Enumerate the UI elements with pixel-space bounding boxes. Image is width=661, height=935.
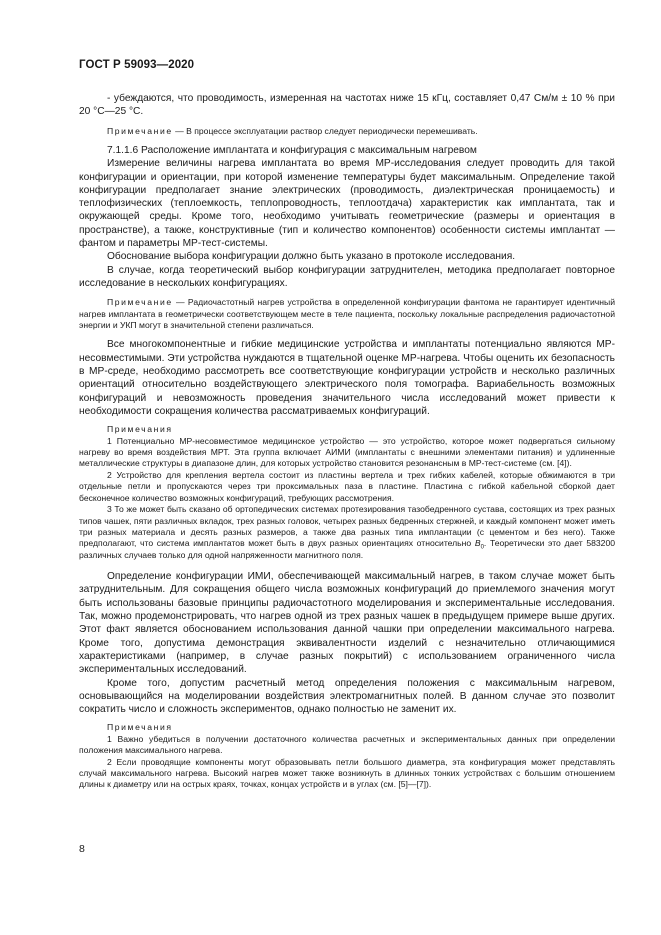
paragraph-multicomponent: Все многокомпонентные и гибкие медицинские устройства и имплантаты потенциально являются МР-несовместимыми. Эти устройства нуждаются в тщательной оценке МР-нагрева. Чтобы оценить их безопасность в МР-среде, необходимо рассмотреть все соответствующие конфигурации устройств и несколько различных ориентаций относительно воздействующего электрического поля томографа. Вариабельность возможных конфигураций и невозможность проведения значительного числа исследований может привести к необходимости сокращения количества рассматриваемых конфигураций. (79, 339, 615, 417)
note-text: — В процессе эксплуатации раствор следует периодически перемешивать. (172, 125, 478, 136)
magnetic-field-symbol: B (474, 538, 481, 549)
notes-heading-2 (79, 722, 615, 733)
paragraph-repeat-study: В случае, когда теоретический выбор конфигурации затруднителен, методика предполагает повторное исследование в нескольких конфигурациях. (79, 264, 615, 289)
page-number: 8 (79, 843, 85, 855)
note-item-4-1: 1 Важно убедиться в получении достаточного количества расчетных и экспериментальных данных при определении положения максимального нагрева. (79, 733, 615, 756)
section-heading: 7.1.1.6 Расположение имплантата и конфигурация с максимальным нагревом (107, 145, 477, 156)
note-item-3-tail: . Теоретически это дает 583200 различных случаев только для одной напряженности магнитного поля. (79, 538, 615, 560)
note-label: Примечание (107, 125, 173, 136)
note-label: Примечание (107, 297, 173, 308)
paragraph-measurement: Измерение величины нагрева имплантата во время МР-исследования следует проводить для такой конфигурации и ориентации, при которой изменение температуры будет максимальным. Определение такой конфигурации предполагает знание электрических (проводимость, диэлектрическая проницаемость) и теплофизических (теплоемкость, теплопроводность, теплоотдача) характеристик как имплантата, так и окружающей среды. Кроме того, необходимо учитывать геометрические (размеры и ориентация в пространстве), а также, конструктивные (тип и количество компонентов) особенности системы имплантат — фантом и параметры МР-тест-системы. (79, 158, 615, 250)
notes-label: Примечания (107, 424, 173, 435)
note-rf-heating (79, 297, 615, 331)
paragraph-calculation: Кроме того, допустим расчетный метод определения положения с максимальным нагревом, основывающийся на моделировании воздействия электромагнитных полей. В данном случае это позволит сократить число и сложность экспериментов, однако полностью не заменит их. (79, 677, 615, 716)
note-stirring (79, 126, 615, 137)
paragraph-conductivity: - убеждаются, что проводимость, измеренная на частотах ниже 15 кГц, составляет 0,47 См/м ± 10 % при 20 °С—25 °С. (79, 93, 615, 118)
notes-label: Примечания (107, 722, 173, 733)
note-item-3-text: 3 То же может быть сказано об ортопедических системах протезирования тазобедренного сустава, состоящих из трех разных типов чашек, пяти различных вкладок, трех разных головок, четырех разных бедренных стержней, и каждый компонент может иметь три разных материала и десять разных размеров, а также два разных типа имплантации (с цементом и без него). Также предполагают, что система имплантатов может быть в двух разных ориентациях относительно (79, 504, 615, 549)
paragraph-justification: Обоснование выбора конфигурации должно быть указано в протоколе исследования. (107, 251, 516, 263)
note-item-1: 1 Потенциально МР-несовместимое медицинское устройство — это устройство, которое может подвергаться сильному нагреву во время воздействия МРТ. Эта группа включает АИМИ (имплантаты с внешними элементами питания) и удлиненные металлические структуры в диапазоне длин, для которых устройство становится резонансным в МР-тест-системе (см. [4]). (79, 435, 615, 469)
document-header: ГОСТ Р 59093—2020 (79, 59, 195, 71)
note-item-3 (79, 504, 615, 561)
document-body (79, 92, 615, 791)
note-text: — Радиочастотный нагрев устройства в определенной конфигурации фантома не гарантирует идентичный нагрев имплантата в геометрически соответствующем месте в теле пациента, поскольку локальные распределения радиочастотной энергии и УКП могут в значительной степени различаться. (79, 297, 615, 331)
notes-heading (79, 424, 615, 435)
note-item-2: 2 Устройство для крепления вертела состоит из пластины вертела и трех гибких кабелей, которые обжимаются в три отдельные петли и пропускаются через три проксимальных паза в пластине. Пластина с гибкой кабельной сборкой дает бесконечное количество возможных конфигураций, требующих рассмотрения. (79, 469, 615, 503)
paragraph-configuration: Определение конфигурации ИМИ, обеспечивающей максимальный нагрев, в таком случае может быть затруднительным. Для сокращения общего числа возможных конфигураций до приемлемого значения могут быть использованы базовые принципы радиочастотного моделирования и экспериментальные исследования. Так, можно продемонстрировать, что нагрев одной из трех разных чашек в предыдущем примере выше других. Этот факт является обоснованием использования данной чашки при определении максимального нагрева. Кроме того, допустима демонстрация эквивалентности изделий с незначительно отличающимися характеристиками (например, в случае разных покрытий) с использованием ограниченного числа экспериментальных исследований. (79, 571, 615, 676)
note-item-4-2: 2 Если проводящие компоненты могут образовывать петли большого диаметра, эта конфигурация может представлять случай максимального нагрева. Высокий нагрев может также возникнуть в длинных тонких устройствах с большим отношением длины к диаметру или на острых краях, точках, концах устройств и в углах (см. [5]—[7]). (79, 756, 615, 790)
magnetic-field-subscript: 0 (480, 545, 484, 552)
